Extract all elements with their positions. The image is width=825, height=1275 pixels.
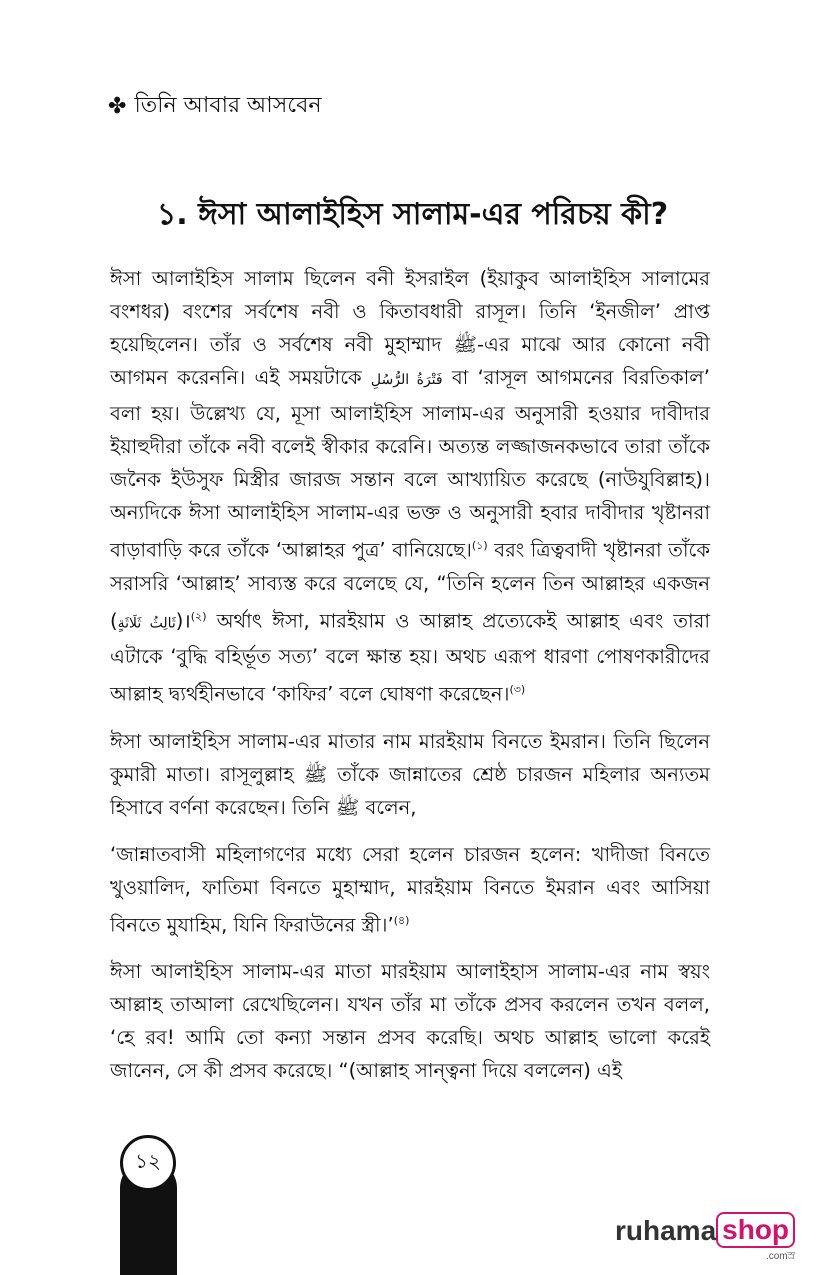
arabic-term: فَتْرَةُ الرُّسُلِ [370, 372, 443, 388]
footnote-ref[interactable]: (৪) [393, 913, 410, 927]
paragraph-1: ঈসা আলাইহিস সালাম ছিলেন বনী ইসরাইল (ইয়াকুব আলাইহিস সালামের বংশধর) বংশের সর্বশেষ নবী ও কিতাবধারী রাসূল। তিনি ‘ইনজীল’ প্রাপ্ত হয়েছিলেন। তাঁর ও সর্বশেষ নবী মুহাম্মাদ ﷺ-এর মাঝে আর কোনো নবী আগমন করেননি। এই সময়টাকে فَتْرَةُ الرُّسُلِ বা ‘রাসূল আগমনের বিরতিকাল’ বলা হয়। উল্লেখ্য যে, মূসা আলাইহিস সালাম-এর অনুসারী হওয়ার দাবীদার ইয়াহুদীরা তাঁকে নবী বলেই স্বীকার করেনি। অত্যন্ত লজ্জাজনকভাবে তারা তাঁকে জনৈক ইউসুফ মিস্ত্রীর জারজ সন্তান বলে আখ্যায়িত করেছে (নাউযুবিল্লাহ)। অন্যদিকে ঈসা আলাইহিস সালাম-এর ভক্ত ও অনুসারী হবার দাবীদার খৃষ্টানরা বাড়াবাড়ি করে তাঁকে ‘আল্লাহর পুত্র’ বানিয়েছে।$^{(১)}$ বরং ত্রিত্ববাদী খৃষ্টানরা তাঁকে সরাসরি ‘আল্লাহ’ সাব্যস্ত করে বলেছে যে, “তিনি হলেন তিন আল্লাহর একজন (ثَالِثُ ثَلَاثَةٍ)।$^{(২)}$ অর্থাৎ ঈসা, মারইয়াম ও আল্লাহ প্রত্যেকেই আল্লাহ এবং তারা এটাকে ‘বুদ্ধি বহির্ভূত সত্য’ বলে ক্ষান্ত হয়। অথচ এরূপ ধারণা পোষণকারীদের আল্লাহ দ্ব্যর্থহীনভাবে ‘কাফির’ বলে ঘোষণা করেছেন।$^{(৩)}$ [110, 267, 710, 706]
chapter-title: ১. ঈসা আলাইহিস সালাম-এর পরিচয় কী? [156, 197, 669, 232]
page-number: ১২ [120, 1135, 176, 1191]
paragraph-3: ‘জান্নাতবাসী মহিলাগণের মধ্যে সেরা হলেন চারজন হলেন: খাদীজা বিনতে খুওয়ালিদ, ফাতিমা বিনতে মুহাম্মাদ, মারইয়াম বিনতে ইমরান এবং আসিয়া বিনতে মুযাহিম, যিনি ফিরাউনের স্ত্রী।’$^{(৪)}$ [110, 842, 710, 936]
flower-ornament-icon: ✤ [108, 94, 127, 119]
book-title: তিনি আবার আসবেন [134, 93, 322, 118]
footnote-ref[interactable]: (১) [471, 539, 488, 552]
paragraph-4: ঈসা আলাইহিস সালাম-এর মাতা মারইয়াম আলাইহাস সালাম-এর নাম স্বয়ং আল্লাহ তাআলা রেখেছিলেন। যখন তাঁর মা তাঁকে প্রসব করলেন তখন বলল, ‘হে রব! আমি তো কন্যা সন্তান প্রসব করেছি। অথচ আল্লাহ ভালো করেই জানেন, সে কী প্রসব করেছে। “(আল্লাহ সান্ত্বনা দিয়ে বললেন) এই [110, 960, 710, 1082]
footnote-ref[interactable]: (২) [190, 609, 207, 623]
running-header [108, 88, 321, 125]
footnote-ref[interactable]: (৩) [509, 683, 526, 696]
arabic-term: ثَالِثُ ثَلَاثَةٍ [117, 615, 176, 631]
paragraph-2: ঈসা আলাইহিস সালাম-এর মাতার নাম মারইয়াম বিনতে ইমরান। তিনি ছিলেন কুমারী মাতা। রাসূলুল্লাহ ﷺ তাঁকে জান্নাতের শ্রেষ্ঠ চারজন মহিলার অন্যতম হিসাবে বর্ণনা করেছেন। তিনি ﷺ বলেন, [110, 729, 710, 819]
page-body [110, 262, 710, 1101]
ruhamashop-logo: ruhama shop .comস্র [615, 1214, 796, 1262]
